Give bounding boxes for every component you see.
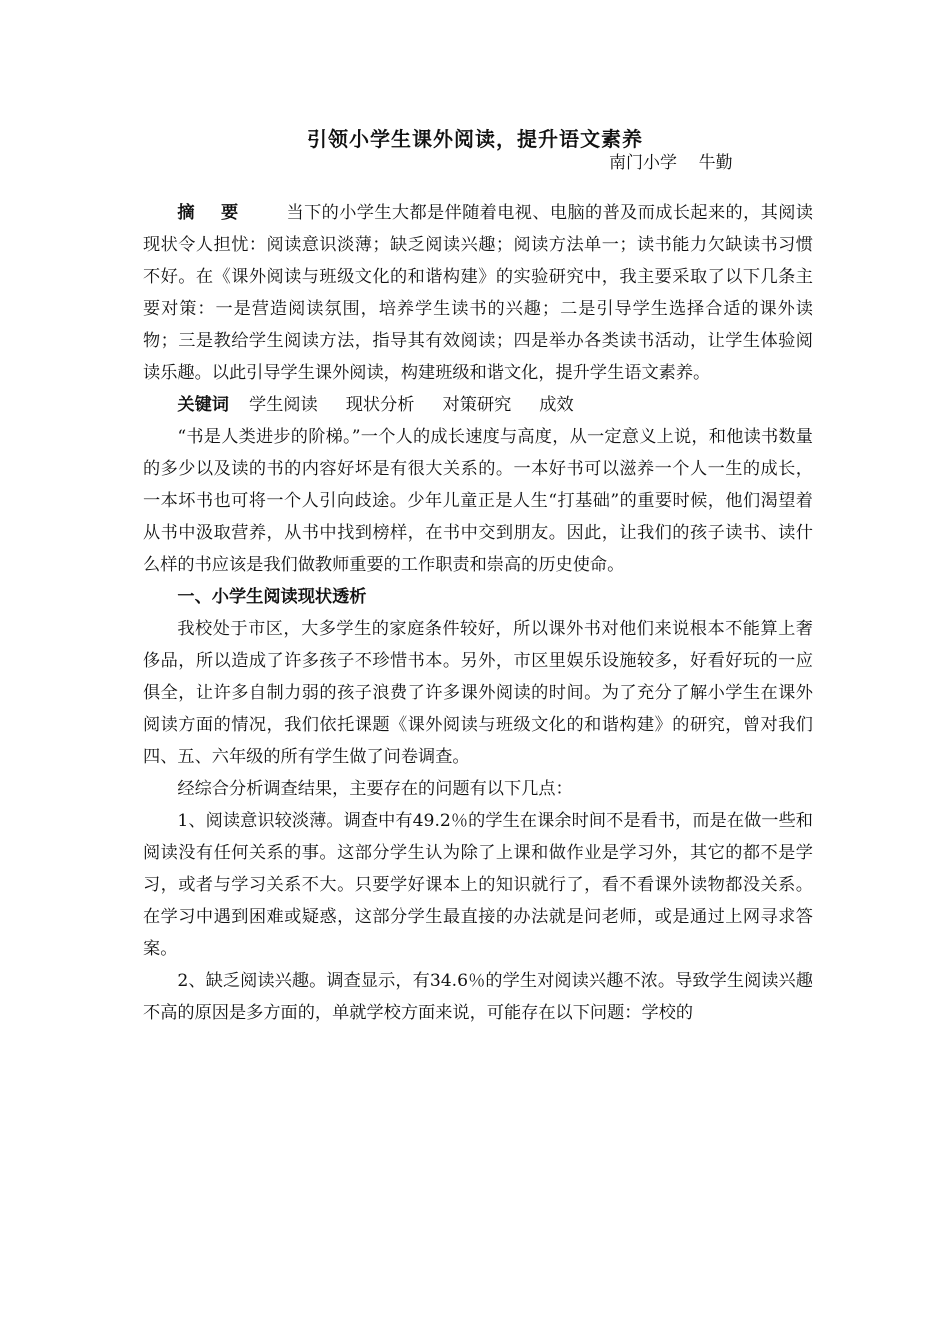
- keyword-item: 现状分析: [345, 395, 415, 415]
- abstract-paragraph: [143, 197, 813, 389]
- intro-paragraph: “书是人类进步的阶梯。”一个人的成长速度与高度，从一定意义上说，和他读书数量的多少以及读的书的内容好坏是有很大关系的。一本好书可以滋养一个人一生的成长，一本坏书也可将一个人引向歧途。少年儿童正是人生“打基础”的重要时候，他们渴望着从书中汲取营养，从书中找到榜样，在书中交到朋友。因此，让我们的孩子读书、读什么样的书应该是我们做教师重要的工作职责和崇高的历史使命。: [143, 427, 813, 575]
- keyword-item: 学生阅读: [248, 395, 318, 415]
- section-heading: 一、小学生阅读现状透析: [177, 587, 367, 607]
- keyword-item: 对策研究: [442, 395, 512, 415]
- author-line: 南门小学 牛勤: [609, 153, 733, 173]
- body-paragraph: 经综合分析调查结果，主要存在的问题有以下几点：: [177, 779, 573, 799]
- body-paragraph: 1、阅读意识较淡薄。调查中有49.2％的学生在课余时间不是看书，而是在做一些和阅读没有任何关系的事。这部分学生认为除了上课和做作业是学习外，其它的都不是学习，或者与学习关系不大。只要学好课本上的知识就行了，看不看课外读物都没关系。在学习中遇到困难或疑惑，这部分学生最直接的办法就是问老师，或是通过上网寻求答案。: [143, 811, 813, 959]
- keyword-item: 成效: [539, 395, 574, 415]
- keywords-line: [143, 389, 813, 421]
- abstract-text: 当下的小学生大都是伴随着电视、电脑的普及而成长起来的，其阅读现状令人担忧：阅读意识淡薄；缺乏阅读兴趣；阅读方法单一；读书能力欠缺读书习惯不好。在《课外阅读与班级文化的和谐构建》的实验研究中，我主要采取了以下几条主要对策：一是营造阅读氛围，培养学生读书的兴趣；二是引导学生选择合适的课外读物；三是教给学生阅读方法，指导其有效阅读；四是举办各类读书活动，让学生体验阅读乐趣。以此引导学生课外阅读，构建班级和谐文化，提升学生语文素养。: [143, 203, 813, 383]
- keywords-label: 关键词: [177, 395, 229, 415]
- document-body: [143, 197, 813, 1029]
- body-paragraph: 2、缺乏阅读兴趣。调查显示，有34.6％的学生对阅读兴趣不浓。导致学生阅读兴趣不高的原因是多方面的，单就学校方面来说，可能存在以下问题：学校的: [143, 971, 813, 1023]
- body-paragraph: 我校处于市区，大多学生的家庭条件较好，所以课外书对他们来说根本不能算上奢侈品，所以造成了许多孩子不珍惜书本。另外，市区里娱乐设施较多，好看好玩的一应俱全，让许多自制力弱的孩子浪费了许多课外阅读的时间。为了充分了解小学生在课外阅读方面的情况，我们依托课题《课外阅读与班级文化的和谐构建》的研究，曾对我们四、五、六年级的所有学生做了问卷调查。: [143, 619, 813, 767]
- document-title: 引领小学生课外阅读，提升语文素养: [307, 127, 643, 151]
- abstract-label: 摘要: [177, 203, 265, 223]
